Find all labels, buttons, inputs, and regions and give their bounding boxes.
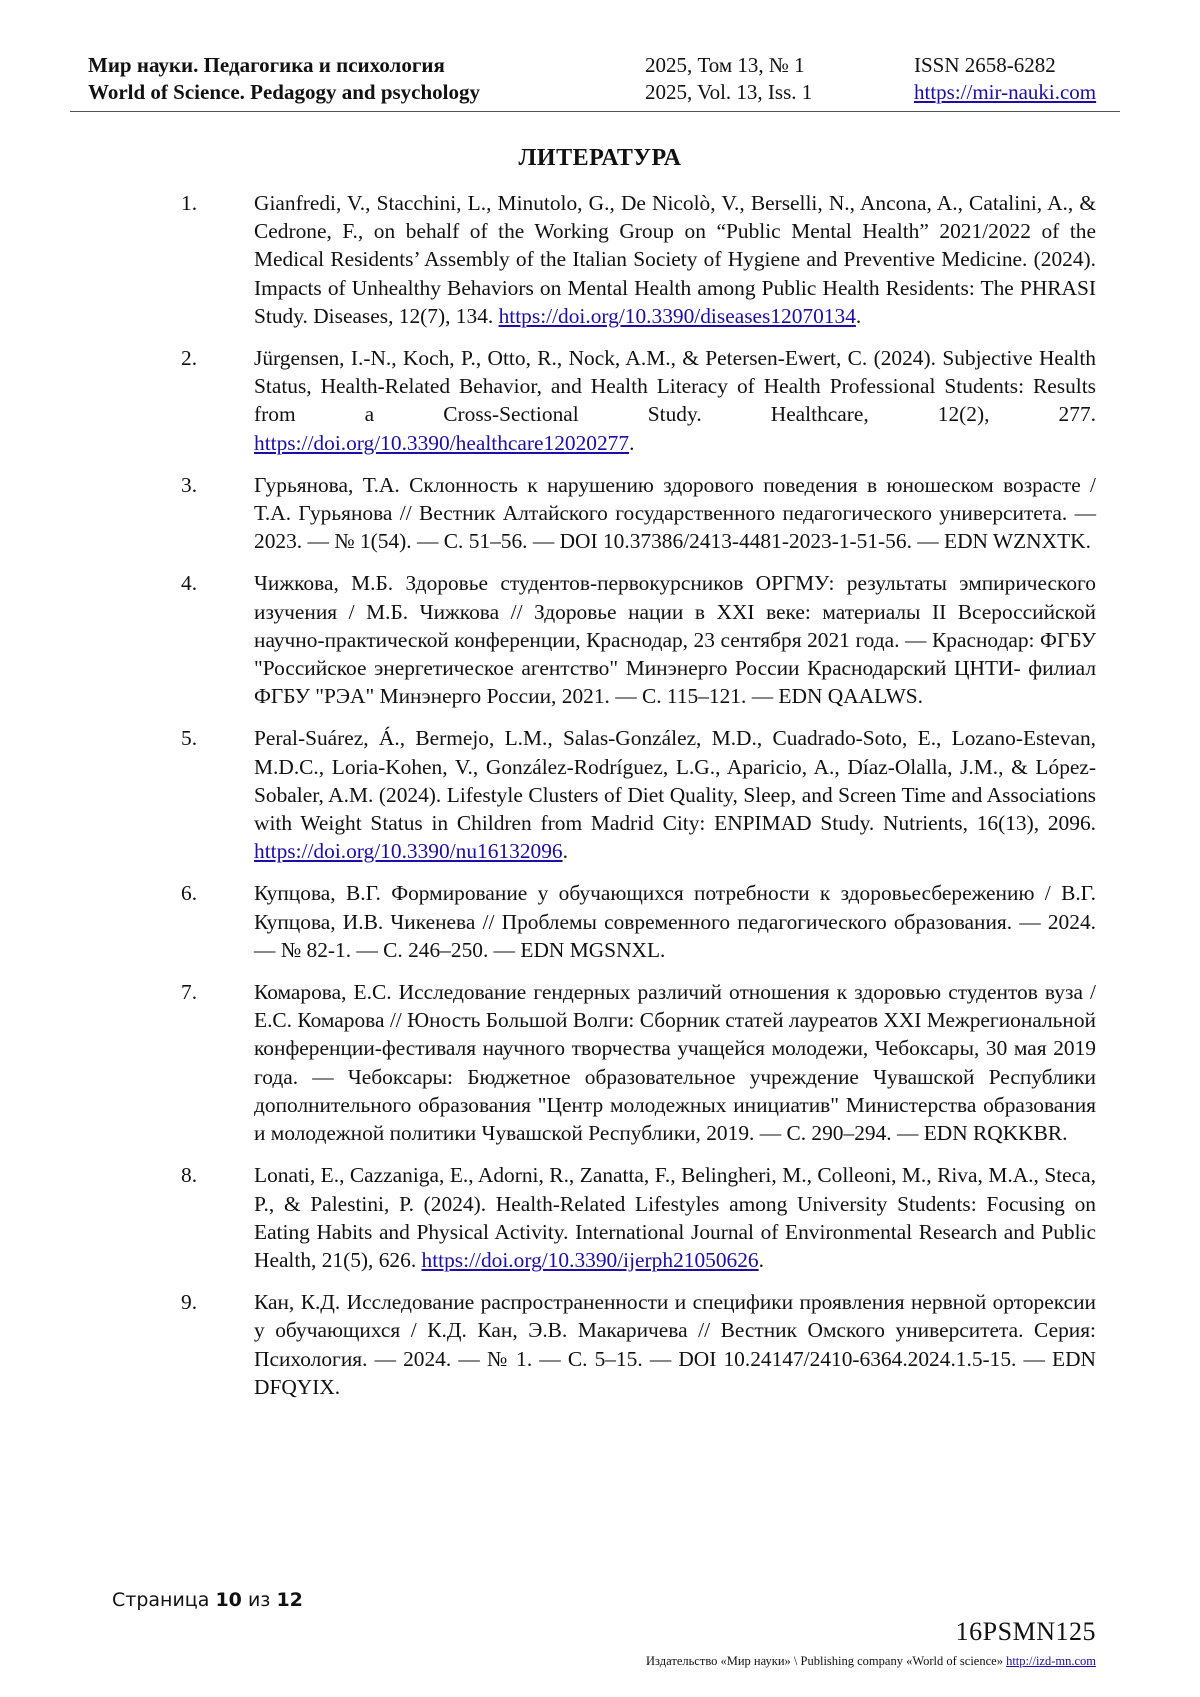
reference-number: 1. [181, 191, 198, 215]
reference-number: 2. [181, 346, 198, 371]
page-total: 12 [276, 1589, 303, 1611]
reference-text [254, 1161, 1096, 1274]
reference-citation: Jürgensen, I.-N., Koch, P., Otto, R., Nock, A.M., & Petersen-Ewert, C. (2024). Subjective Health Status, Health-Related Behavior, and Health Literacy of Health Professional Students: Results from a Cross-Sectional Study. Healthcare, 12(2), 277. [254, 346, 1096, 427]
page-counter [112, 1589, 303, 1611]
reference-text [254, 471, 1096, 556]
reference-number: 3. [181, 472, 198, 497]
reference-number: 8. [181, 1163, 198, 1188]
journal-header [88, 52, 1120, 106]
issn: ISSN 2658-6282 [914, 53, 1056, 77]
reference-end-punctuation: . [562, 839, 568, 864]
reference-text [254, 344, 1096, 457]
reference-list [0, 189, 1200, 1415]
reference-number: 9. [181, 1290, 198, 1315]
section-title: ЛИТЕРАТУРА [518, 145, 682, 171]
reference-item [0, 978, 1200, 1147]
reference-end-punctuation: . [855, 303, 862, 328]
reference-text [254, 978, 1096, 1147]
reference-item [0, 471, 1200, 556]
journal-title-en: World of Science. Pedagogy and psychology [88, 80, 481, 104]
reference-number: 7. [181, 980, 198, 1005]
reference-citation: Комарова, Е.С. Исследование гендерных различий отношения к здоровью студентов вуза / Е.С. Комарова // Юность Большой Волги: Сборник статей лауреатов XXI Межрегиональной конференции-фестиваля научного творчества учащейся молодежи, Чебоксары, 30 мая 2019 года. — Чебоксары: Бюджетное образовательное учреждение Чувашской Республики дополнительного образования "Центр молодежных инициатив" Министерства образования и молодежной политики Чувашской Республики, 2019. — С. 290–294. — EDN RQKKBR. [254, 980, 1096, 1146]
reference-item [0, 1288, 1200, 1401]
publisher-link[interactable]: http://izd-mn.com [1006, 1654, 1096, 1668]
reference-citation: Купцова, В.Г. Формирование у обучающихся потребности к здоровьесбережению / В.Г. Купцова, И.В. Чикенева // Проблемы современного педагогического образования. — 2024. — № 82-1. — С. 246–250. — EDN MGSNXL. [254, 881, 1096, 962]
reference-citation: Чижкова, М.Б. Здоровье студентов-первокурсников ОРГМУ: результаты эмпирического изучения / М.Б. Чижкова // Здоровье нации в XXI веке: материалы II Всероссийской научно-практической конференции, Краснодар, 23 сентября 2021 года. — Краснодар: ФГБУ "Российское энергетическое агентство" Минэнерго России Краснодарский ЦНТИ- филиал ФГБУ "РЭА" Минэнерго России, 2021. — С. 115–121. — EDN QAALWS. [254, 571, 1096, 709]
reference-citation: Gianfredi, V., Stacchini, L., Minutolo, G., De Nicolò, V., Berselli, N., Ancona, A., Catalini, A., & Cedrone, F., on behalf of the Working Group on “Public Mental Health” 2021/2022 of the Medical Residents’ Assembly of the Italian Society of Hygiene and Preventive Medicine. (2024). Impacts of Unhealthy Behaviors on Mental Health among Public Health Residents: The PHRASI Study. Diseases, 12(7), 134. [254, 191, 1096, 328]
header-row-ru [88, 52, 1120, 79]
reference-text [254, 1288, 1096, 1401]
reference-item [0, 344, 1200, 457]
reference-citation: Peral-Suárez, Á., Bermejo, L.M., Salas-González, M.D., Cuadrado-Soto, E., Lozano-Estevan, M.D.C., Loria-Kohen, V., González-Rodríguez, L.G., Aparicio, A., Díaz-Olalla, J.M., & López-Sobaler, A.M. (2024). Lifestyle Clusters of Diet Quality, Sleep, and Screen Time and Associations with Weight Status in Children from Madrid City: ENPIMAD Study. Nutrients, 16(13), 2096. [254, 726, 1096, 836]
reference-number: 5. [181, 726, 198, 751]
header-row-en [88, 79, 1120, 106]
issue-info-ru: 2025, Том 13, № 1 [645, 53, 805, 77]
document-code: 16PSMN125 [955, 1617, 1096, 1646]
publisher-text: Издательство «Мир науки» \ Publishing company «World of science» [646, 1654, 1003, 1668]
reference-citation: Lonati, E., Cazzaniga, E., Adorni, R., Zanatta, F., Belingheri, M., Colleoni, M., Riva, M.A., Steca, P., & Palestini, P. (2024). Health-Related Lifestyles among University Students: Focusing on Eating Habits and Physical Activity. International Journal of Environmental Research and Public Health, 21(5), 626. [254, 1163, 1096, 1272]
reference-text [254, 879, 1096, 964]
journal-title-ru: Мир науки. Педагогика и психология [88, 53, 445, 77]
issue-info-en: 2025, Vol. 13, Iss. 1 [645, 80, 813, 104]
reference-citation: Кан, К.Д. Исследование распространенности и специфики проявления нервной орторексии у обучающихся / К.Д. Кан, Э.В. Макаричева // Вестник Омского университета. Серия: Психология. — 2024. — № 1. — С. 5–15. — DOI 10.24147/2410-6364.2024.1.5-15. — EDN DFQYIX. [254, 1290, 1096, 1399]
page-of: из [247, 1589, 271, 1611]
reference-text [254, 724, 1096, 865]
publisher-line [646, 1654, 1096, 1669]
reference-number: 4. [181, 571, 198, 596]
header-divider [70, 111, 1120, 112]
journal-website-link[interactable]: https://mir-nauki.com [914, 80, 1097, 104]
doi-link[interactable]: https://doi.org/10.3390/nu16132096 [254, 839, 563, 864]
reference-text [254, 569, 1096, 710]
doi-link[interactable]: https://doi.org/10.3390/diseases12070134 [498, 303, 856, 328]
reference-text [254, 189, 1096, 330]
page-label: Страница [112, 1589, 210, 1611]
doi-link[interactable]: https://doi.org/10.3390/healthcare12020277 [254, 430, 630, 455]
reference-item [0, 724, 1200, 865]
reference-item [0, 879, 1200, 964]
reference-citation: Гурьянова, Т.А. Склонность к нарушению здорового поведения в юношеском возрасте / Т.А. Гурьянова // Вестник Алтайского государственного педагогического университета. — 2023. — № 1(54). — С. 51–56. — DOI 10.37386/2413-4481-2023-1-51-56. — EDN WZNXTK. [254, 472, 1096, 554]
reference-number: 6. [181, 881, 198, 906]
reference-end-punctuation: . [629, 430, 635, 455]
reference-item [0, 189, 1200, 330]
doi-link[interactable]: https://doi.org/10.3390/ijerph21050626 [421, 1247, 759, 1272]
reference-item [0, 1161, 1200, 1274]
reference-item [0, 569, 1200, 710]
reference-end-punctuation: . [758, 1247, 764, 1272]
page-current: 10 [215, 1589, 242, 1611]
